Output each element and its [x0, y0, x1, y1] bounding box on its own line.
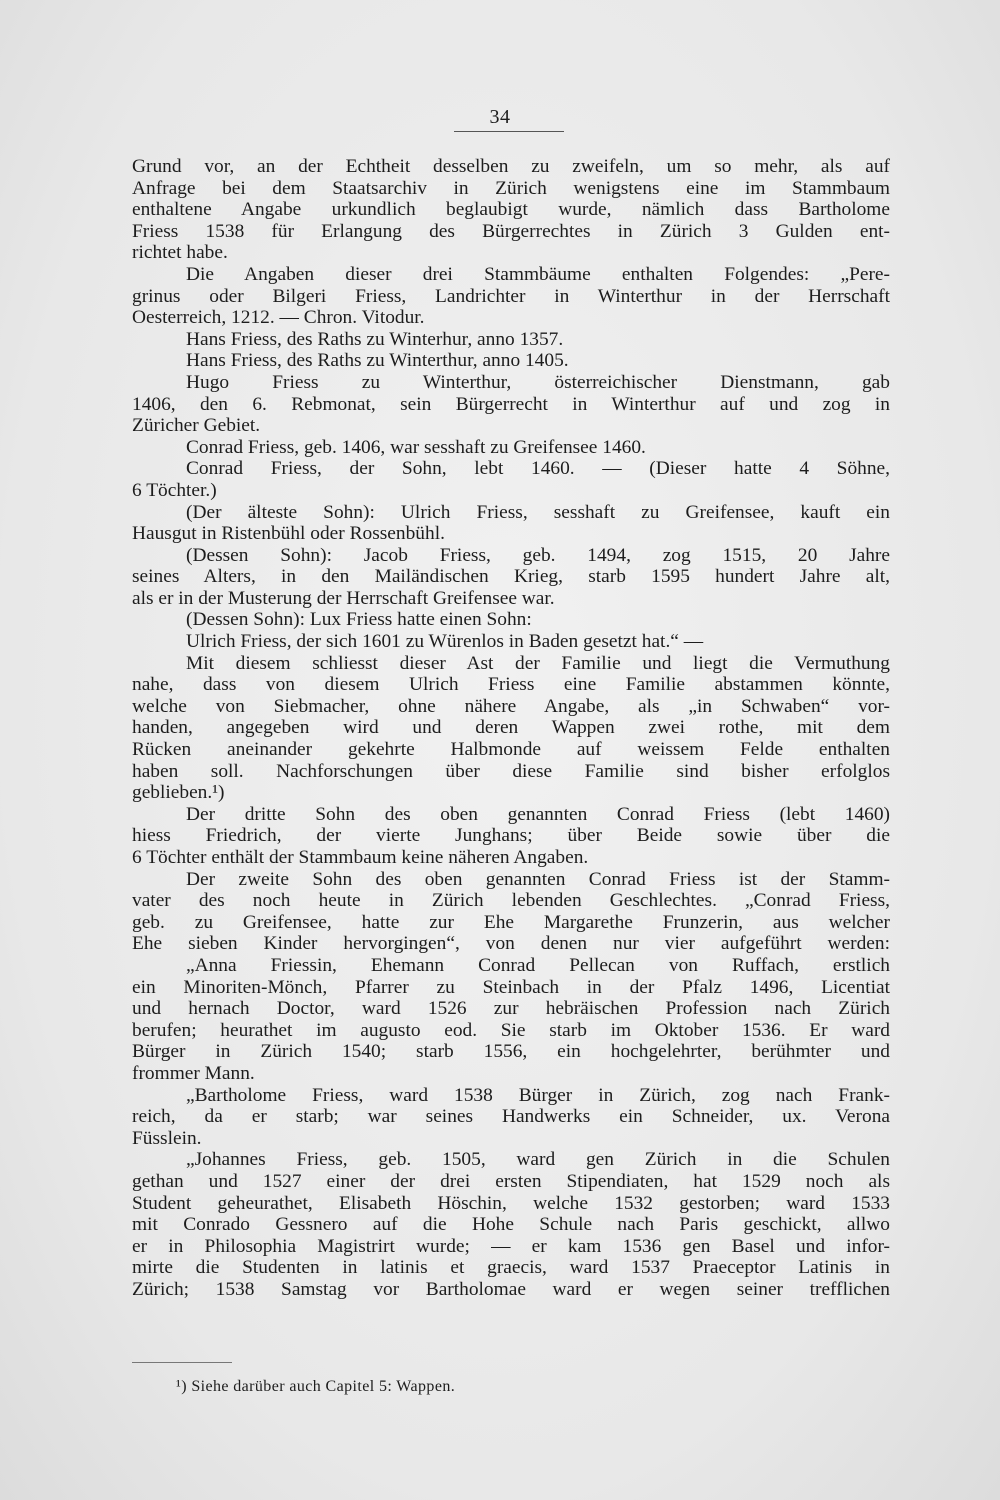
text-line: berufen; heurathet im augusto eod. Sie starb im Oktober 1536. Er ward — [132, 1019, 890, 1041]
text-line: seines Alters, in den Mailändischen Krieg, starb 1595 hundert Jahre alt, — [132, 566, 890, 588]
text-line: Der zweite Sohn des oben genannten Conrad Friess ist der Stamm- — [186, 868, 890, 890]
text-line: (Dessen Sohn): Lux Friess hatte einen Sohn: — [186, 609, 532, 631]
text-line: handen, angegeben wird und deren Wappen zwei rothe, mit dem — [132, 717, 890, 739]
text-line: Conrad Friess, der Sohn, lebt 1460. — (Dieser hatte 4 Söhne, — [186, 458, 890, 480]
text-line: reich, da er starb; war seines Handwerks ein Schneider, ux. Verona — [132, 1106, 890, 1128]
text-line: als er in der Musterung der Herrschaft Greifensee war. — [132, 587, 555, 609]
text-line: geblieben.¹) — [132, 782, 225, 804]
text-line: nahe, dass von diesem Ulrich Friess eine Familie abstammen könnte, — [132, 674, 890, 696]
text-line: Bürger in Zürich 1540; starb 1556, ein hochgelehrter, berühmter und — [132, 1041, 890, 1063]
header-rule — [454, 131, 564, 132]
text-line: Hausgut in Ristenbühl oder Rossenbühl. — [132, 523, 445, 545]
text-line: 6 Töchter.) — [132, 479, 217, 501]
text-line: Füsslein. — [132, 1127, 202, 1149]
text-line: Conrad Friess, geb. 1406, war sesshaft zu Greifensee 1460. — [186, 436, 646, 458]
text-line: Oesterreich, 1212. — Chron. Vitodur. — [132, 307, 425, 329]
text-line: Züricher Gebiet. — [132, 415, 261, 437]
text-line: haben soll. Nachforschungen über diese Familie sind bisher erfolglos — [132, 760, 890, 782]
text-line: „Johannes Friess, geb. 1505, ward gen Zürich in die Schulen — [186, 1149, 890, 1171]
text-line: geb. zu Greifensee, hatte zur Ehe Margarethe Frunzerin, aus welcher — [132, 911, 890, 933]
text-line: Hans Friess, des Raths zu Winterhur, anno 1357. — [186, 328, 564, 350]
text-line: Mit diesem schliesst dieser Ast der Familie und liegt die Vermuthung — [186, 652, 890, 674]
text-line: Ulrich Friess, der sich 1601 zu Würenlos in Baden gesetzt hat.“ — — [186, 631, 704, 653]
text-line: (Dessen Sohn): Jacob Friess, geb. 1494, zog 1515, 20 Jahre — [186, 544, 890, 566]
text-line: richtet habe. — [132, 242, 228, 264]
text-line: hiess Friedrich, der vierte Junghans; über Beide sowie über die — [132, 825, 890, 847]
text-line: ein Minoriten-Mönch, Pfarrer zu Steinbach in der Pfalz 1496, Licentiat — [132, 976, 890, 998]
text-line: grinus oder Bilgeri Friess, Landrichter in Winterthur in der Herrschaft — [132, 285, 890, 307]
text-line: welche von Siebmacher, ohne nähere Angabe, als „in Schwaben“ vor- — [132, 695, 890, 717]
text-line: gethan und 1527 einer der drei ersten Stipendiaten, hat 1529 noch als — [132, 1170, 890, 1192]
text-line: mirte die Studenten in latinis et graecis, ward 1537 Praeceptor Latinis in — [132, 1257, 890, 1279]
text-line: „Bartholome Friess, ward 1538 Bürger in Zürich, zog nach Frank- — [186, 1084, 890, 1106]
text-line: vater des noch heute in Zürich lebenden Geschlechtes. „Conrad Friess, — [132, 890, 890, 912]
text-line: Rücken aneinander gekehrte Halbmonde auf weissem Felde enthalten — [132, 739, 890, 761]
text-line: (Der älteste Sohn): Ulrich Friess, sesshaft zu Greifensee, kauft ein — [186, 501, 890, 523]
text-line: er in Philosophia Magistrirt wurde; — er kam 1536 gen Basel und infor- — [132, 1235, 890, 1257]
text-line: 1406, den 6. Rebmonat, sein Bürgerrecht in Winterthur auf und zog in — [132, 393, 890, 415]
text-line: Hans Friess, des Raths zu Winterthur, anno 1405. — [186, 350, 569, 372]
text-line: enthaltene Angabe urkundlich beglaubigt wurde, nämlich dass Bartholome — [132, 199, 890, 221]
footnote: ¹) Siehe darüber auch Capitel 5: Wappen. — [176, 1378, 456, 1395]
text-line: „Anna Friessin, Ehemann Conrad Pellecan von Ruffach, erstlich — [186, 954, 890, 976]
text-line: Zürich; 1538 Samstag vor Bartholomae ward er wegen seiner trefflichen — [132, 1278, 890, 1300]
page-number: 34 — [489, 106, 511, 128]
text-line: Der dritte Sohn des oben genannten Conrad Friess (lebt 1460) — [186, 803, 890, 825]
text-line: 6 Töchter enthält der Stammbaum keine näheren Angaben. — [132, 847, 589, 868]
body-text — [132, 156, 890, 1300]
text-line: Die Angaben dieser drei Stammbäume enthalten Folgendes: „Pere- — [186, 263, 890, 285]
text-line: Hugo Friess zu Winterthur, österreichischer Dienstmann, gab — [186, 371, 890, 393]
text-line: mit Conrado Gessnero auf die Hohe Schule nach Paris geschickt, allwo — [132, 1214, 890, 1236]
footnote-rule — [132, 1362, 232, 1363]
text-line: Grund vor, an der Echtheit desselben zu zweifeln, um so mehr, als auf — [132, 156, 890, 177]
text-line: Anfrage bei dem Staatsarchiv in Zürich wenigstens eine im Stammbaum — [132, 177, 890, 199]
text-line: Friess 1538 für Erlangung des Bürgerrechtes in Zürich 3 Gulden ent- — [132, 220, 890, 242]
text-line: Student geheurathet, Elisabeth Höschin, welche 1532 gestorben; ward 1533 — [132, 1192, 890, 1214]
text-line: frommer Mann. — [132, 1062, 255, 1084]
text-line: Ehe sieben Kinder hervorgingen“, von denen nur vier aufgeführt werden: — [132, 933, 890, 955]
text-line: und hernach Doctor, ward 1526 zur hebräischen Profession nach Zürich — [132, 998, 890, 1020]
